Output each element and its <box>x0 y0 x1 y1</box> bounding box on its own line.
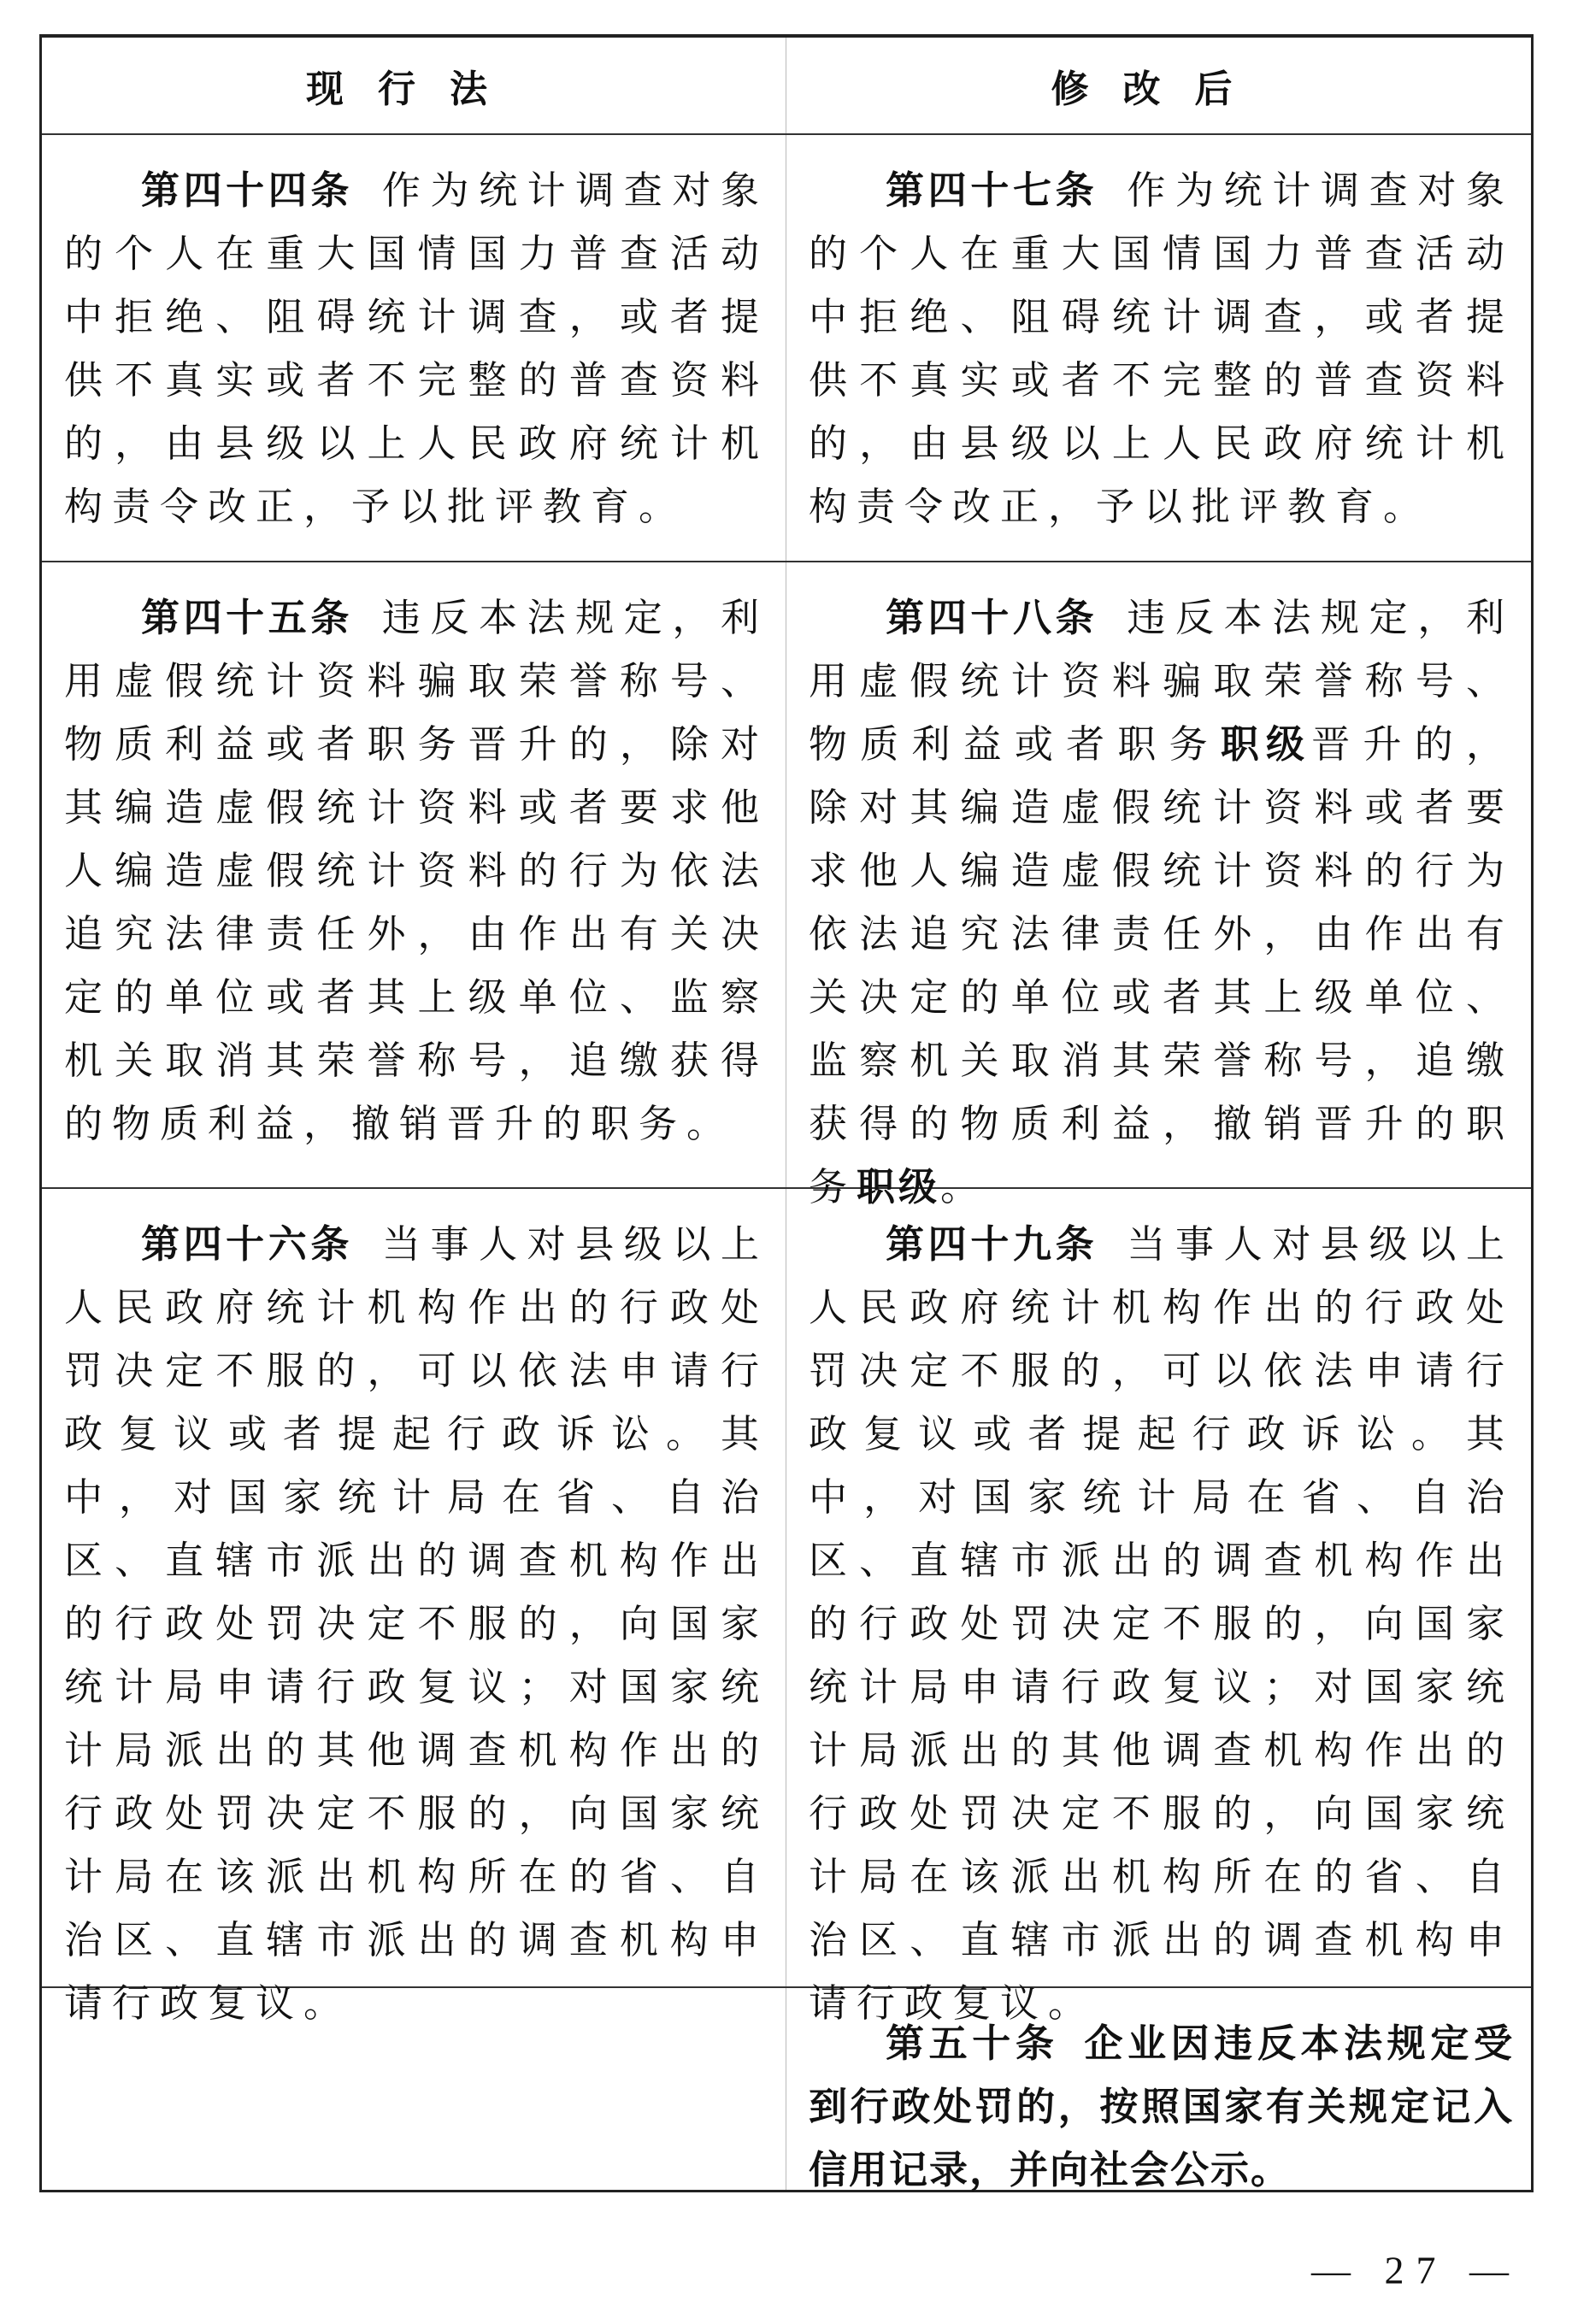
added-text-highlight: 职级 <box>1220 721 1312 767</box>
current-law-cell <box>42 135 786 561</box>
table-row <box>42 1187 1531 2026</box>
article-text: 违反本法规定，利用虚假统计资料骗取荣誉称号、物质利益或者职务 <box>809 595 1514 767</box>
article-text: 当事人对县级以上人民政府统计机构作出的行政处罚决定不服的，可以依法申请行政复议或者提起行政诉讼。其中，对国家统计局在省、自治区、直辖市派出的调查机构作出的行政处罚决定不服的，向国家统计局申请行政复议；对国家统计局派出的其他调查机构作出的行政处罚决定不服的，向国家统计局在该派出机构所在的省、自治区、直辖市派出的调查机构申请行政复议。 <box>809 1221 1514 2026</box>
amended-law-cell <box>786 562 1531 1209</box>
article-text: 违反本法规定，利用虚假统计资料骗取荣誉称号、物质利益或者职务晋升的，除对其编造虚假统计资料或者要求他人编造虚假统计资料的行为依法追究法律责任外，由作出有关决定的单位或者其上级单位、监察机关取消其荣誉称号，追缴获得的物质利益，撤销晋升的职务。 <box>64 595 768 1146</box>
amended-law-cell <box>786 1189 1531 2026</box>
article-number: 第四十五条 <box>141 595 353 640</box>
table-row <box>42 1986 1531 2190</box>
page-number: — 27 — <box>1311 2248 1521 2292</box>
current-law-cell <box>42 562 786 1187</box>
current-law-cell <box>42 1189 786 2026</box>
new-article-paragraph <box>809 2012 1514 2202</box>
header-amended: 修改后 <box>1051 68 1267 111</box>
article-paragraph <box>809 159 1514 538</box>
article-paragraph <box>64 159 768 538</box>
table-row <box>42 561 1531 1209</box>
amended-law-cell <box>786 1988 1531 2190</box>
article-number: 第四十八条 <box>886 595 1098 640</box>
article-paragraph <box>809 1213 1514 2035</box>
article-number: 第四十六条 <box>141 1221 353 1267</box>
article-number: 第四十九条 <box>886 1221 1098 1267</box>
added-text-highlight: 职级 <box>857 1164 941 1209</box>
current-law-cell-empty <box>42 1988 786 2190</box>
law-comparison-table <box>39 34 1534 2192</box>
article-text: 晋升的，除对其编造虚假统计资料或者要求他人编造虚假统计资料的行为依法追究法律责任外，由作出有关决定的单位或者其上级单位、监察机关取消其荣誉称号，追缴获得的物质利益，撤销晋升的职务 <box>809 721 1514 1209</box>
amended-law-cell <box>786 135 1531 561</box>
article-paragraph <box>64 1213 768 2035</box>
article-number: 第五十条 <box>886 2021 1059 2066</box>
table-row <box>42 133 1531 561</box>
article-number: 第四十七条 <box>886 168 1098 213</box>
article-number: 第四十四条 <box>141 168 353 213</box>
article-text: 作为统计调查对象的个人在重大国情国力普查活动中拒绝、阻碍统计调查，或者提供不真实或者不完整的普查资料的，由县级以上人民政府统计机构责令改正，予以批评教育。 <box>809 168 1514 529</box>
article-text: 当事人对县级以上人民政府统计机构作出的行政处罚决定不服的，可以依法申请行政复议或者提起行政诉讼。其中，对国家统计局在省、自治区、直辖市派出的调查机构作出的行政处罚决定不服的，向国家统计局申请行政复议；对国家统计局派出的其他调查机构作出的行政处罚决定不服的，向国家统计局在该派出机构所在的省、自治区、直辖市派出的调查机构申请行政复议。 <box>64 1221 768 2026</box>
article-text: 。 <box>940 1164 989 1209</box>
article-text: 作为统计调查对象的个人在重大国情国力普查活动中拒绝、阻碍统计调查，或者提供不真实或者不完整的普查资料的，由县级以上人民政府统计机构责令改正，予以批评教育。 <box>64 168 768 529</box>
header-current-law: 现行法 <box>42 38 786 133</box>
table-header-row <box>42 38 1531 133</box>
article-paragraph <box>64 586 768 1156</box>
article-paragraph <box>809 586 1514 1219</box>
article-text: 企业因违反本法规定受到行政处罚的，按照国家有关规定记入信用记录，并向社会公示。 <box>809 2021 1514 2192</box>
